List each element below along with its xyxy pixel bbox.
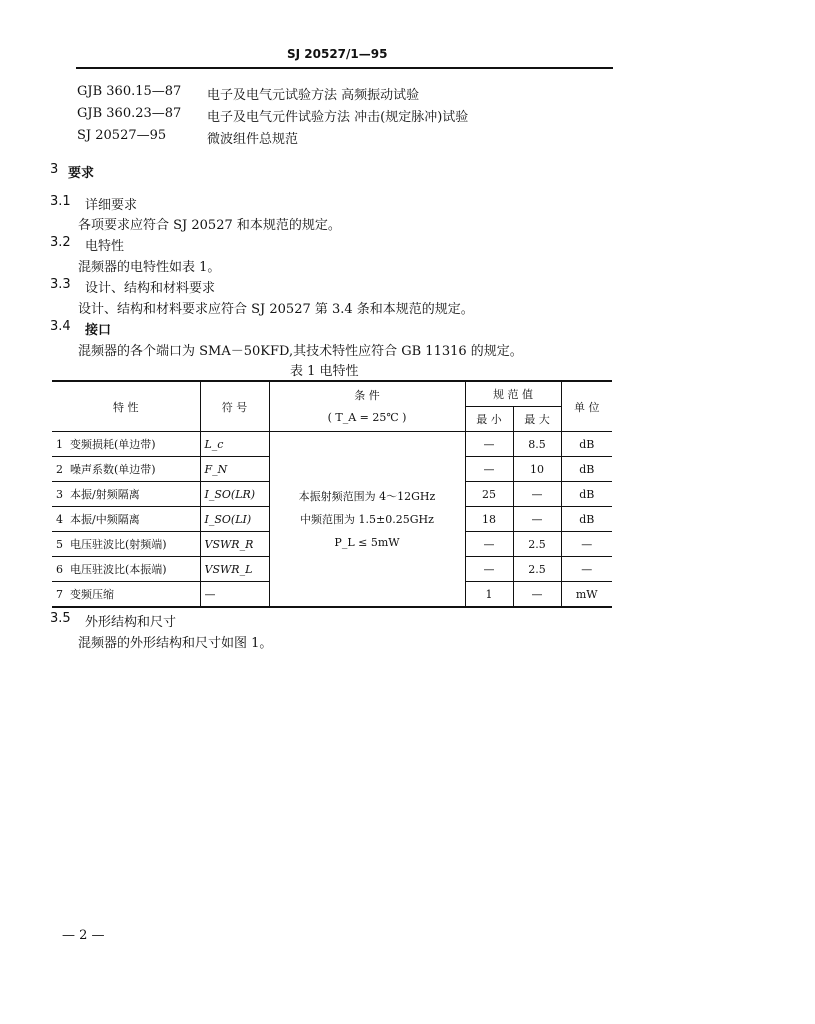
section-number: 3.3: [50, 277, 71, 292]
header-max: 最 大: [513, 407, 561, 432]
section-number: 3.2: [50, 235, 71, 250]
reference-title: 微波组件总规范: [207, 132, 299, 147]
row-characteristic: [52, 457, 200, 482]
row-name: 变频损耗(单边带): [70, 438, 156, 451]
row-min: 1: [465, 582, 513, 608]
row-characteristic: [52, 507, 200, 532]
section-title: 接口: [85, 323, 112, 338]
condition-line: P_L ≤ 5mW: [334, 535, 400, 549]
row-symbol: F_N: [200, 457, 269, 482]
section-number: 3.1: [50, 194, 71, 209]
section-body: 设计、结构和材料要求应符合 SJ 20527 第 3.4 条和本规范的规定。: [78, 302, 474, 317]
section-body: 混频器的各个端口为 SMA－50KFD,其技术特性应符合 GB 11316 的规定。: [78, 344, 523, 359]
row-number: 6: [56, 563, 63, 576]
header-rule: [76, 67, 613, 69]
row-unit: dB: [561, 457, 612, 482]
row-max: 2.5: [513, 532, 561, 557]
section-number: 3.5: [50, 611, 71, 626]
header-condition-label: 条 件: [354, 388, 380, 402]
row-min: —: [465, 532, 513, 557]
section-title: 设计、结构和材料要求: [85, 281, 216, 296]
reference-title: 电子及电气元件试验方法 冲击(规定脉冲)试验: [207, 110, 469, 125]
section-title: 电特性: [85, 239, 125, 254]
row-max: 2.5: [513, 557, 561, 582]
row-max: —: [513, 482, 561, 507]
header-characteristic: 特 性: [52, 381, 200, 432]
header-symbol: 符 号: [200, 381, 269, 432]
row-min: —: [465, 457, 513, 482]
row-characteristic: [52, 482, 200, 507]
table-row: [52, 432, 612, 457]
row-min: 18: [465, 507, 513, 532]
row-symbol: I_SO(LR): [200, 482, 269, 507]
row-unit: mW: [561, 582, 612, 608]
condition-line: 中频范围为 1.5±0.25GHz: [300, 512, 434, 526]
test-condition-cell: [269, 432, 465, 608]
row-unit: dB: [561, 482, 612, 507]
row-number: 2: [56, 463, 63, 476]
header-spec: 规 范 值: [465, 381, 561, 407]
reference-code: SJ 20527—95: [77, 128, 167, 143]
row-min: —: [465, 557, 513, 582]
row-number: 7: [56, 588, 63, 601]
header-condition-sub: ( T_A = 25℃ ): [327, 410, 407, 424]
condition-line: 本振射频范围为 4～12GHz: [298, 489, 436, 503]
row-min: 25: [465, 482, 513, 507]
row-number: 3: [56, 488, 63, 501]
header-min: 最 小: [465, 407, 513, 432]
page-number: — 2 —: [62, 928, 105, 943]
row-symbol: VSWR_R: [200, 532, 269, 557]
row-symbol: —: [200, 582, 269, 608]
row-name: 本振/射频隔离: [70, 488, 140, 501]
row-symbol: I_SO(LI): [200, 507, 269, 532]
section-body: 混频器的电特性如表 1。: [78, 260, 221, 275]
row-min: —: [465, 432, 513, 457]
reference-title: 电子及电气元试验方法 高频振动试验: [207, 88, 420, 103]
row-name: 电压驻波比(本振端): [70, 563, 167, 576]
table-caption: 表 1 电特性: [290, 364, 359, 379]
row-unit: —: [561, 557, 612, 582]
row-name: 本振/中频隔离: [70, 513, 140, 526]
header-condition: [269, 381, 465, 432]
row-symbol: VSWR_L: [200, 557, 269, 582]
row-characteristic: [52, 557, 200, 582]
row-characteristic: [52, 582, 200, 608]
row-name: 变频压缩: [70, 588, 114, 601]
table-header-row: [52, 381, 612, 407]
row-unit: —: [561, 532, 612, 557]
row-name: 噪声系数(单边带): [70, 463, 156, 476]
row-characteristic: [52, 532, 200, 557]
section-number: 3: [50, 162, 59, 177]
section-body: 各项要求应符合 SJ 20527 和本规范的规定。: [78, 218, 341, 233]
section-title: 外形结构和尺寸: [85, 615, 177, 630]
row-number: 1: [56, 438, 63, 451]
row-number: 5: [56, 538, 63, 551]
row-max: 8.5: [513, 432, 561, 457]
section-title: 要求: [68, 166, 95, 181]
section-title: 详细要求: [85, 198, 138, 213]
row-symbol: L_c: [200, 432, 269, 457]
doc-number-header: SJ 20527/1—95: [287, 47, 388, 61]
section-body: 混频器的外形结构和尺寸如图 1。: [78, 636, 273, 651]
section-number: 3.4: [50, 319, 71, 334]
reference-code: GJB 360.23—87: [77, 106, 182, 121]
header-unit: 单 位: [561, 381, 612, 432]
electrical-characteristics-table: [52, 380, 612, 608]
row-max: 10: [513, 457, 561, 482]
row-unit: dB: [561, 432, 612, 457]
row-unit: dB: [561, 507, 612, 532]
row-characteristic: [52, 432, 200, 457]
row-name: 电压驻波比(射频端): [70, 538, 167, 551]
row-number: 4: [56, 513, 63, 526]
row-max: —: [513, 582, 561, 608]
reference-code: GJB 360.15—87: [77, 84, 182, 99]
row-max: —: [513, 507, 561, 532]
